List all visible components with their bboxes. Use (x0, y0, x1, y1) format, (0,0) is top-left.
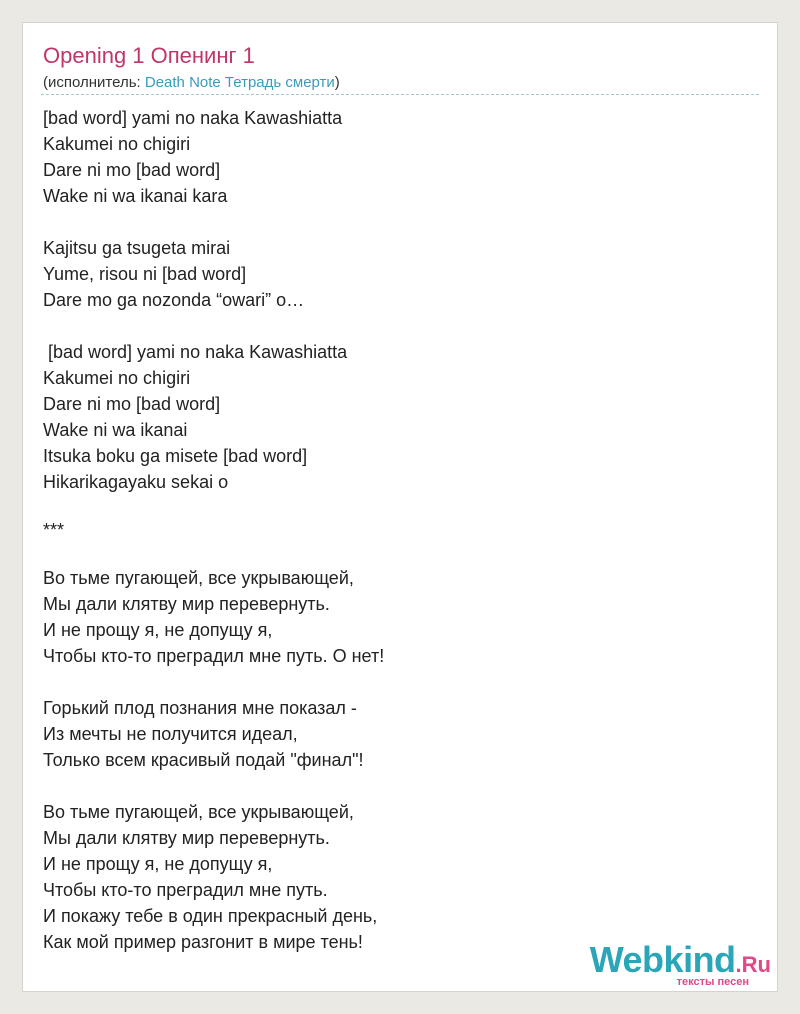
lyric-line: Горький плод познания мне показал - (43, 698, 357, 718)
lyric-line: Только всем красивый подай "финал"! (43, 750, 364, 770)
stanza-gap (43, 495, 384, 517)
lyric-line: Kajitsu ga tsugeta mirai (43, 238, 231, 258)
lyric-line: Wake ni wa ikanai kara (43, 186, 228, 206)
logo-tagline: тексты песен (676, 976, 749, 988)
lyric-line: [bad word] yami no naka Kawashiatta (43, 108, 343, 128)
lyric-line: Dare ni mo [bad word] (43, 160, 221, 180)
lyric-line: Мы дали клятву мир перевернуть. (43, 594, 330, 614)
artist-prefix: (исполнитель: (43, 74, 145, 91)
lyric-line: Itsuka boku ga misete [bad word] (43, 446, 308, 466)
lyrics-body (43, 105, 384, 955)
lyric-line: Yume, risou ni [bad word] (43, 264, 247, 284)
stanza-gap (43, 773, 384, 799)
artist-link[interactable]: Death Note Тетрадь смерти (144, 74, 335, 91)
lyric-line: Из мечты не получится идеал, (43, 724, 298, 744)
lyric-line: [bad word] yami no naka Kawashiatta (43, 342, 348, 362)
lyric-line: Как мой пример разгонит в мире тень! (43, 932, 363, 952)
webkind-logo[interactable] (581, 939, 771, 989)
lyric-line: Dare ni mo [bad word] (43, 394, 221, 414)
lyrics-separator: *** (43, 520, 65, 540)
logo-word: Webkind (589, 939, 736, 980)
lyric-line: Чтобы кто-то преградил мне путь. (43, 880, 328, 900)
lyric-line: Мы дали клятву мир перевернуть. (43, 828, 330, 848)
stanza-gap (43, 209, 384, 235)
lyric-line: И не прощу я, не допущу я, (43, 620, 273, 640)
lyric-line: Dare mo ga nozonda “owari” o… (43, 290, 305, 310)
logo-wordmark (590, 939, 771, 981)
stanza-gap (43, 313, 384, 339)
lyric-line: Hikarikagayaku sekai o (43, 472, 229, 492)
lyric-line: Во тьме пугающей, все укрывающей, (43, 568, 354, 588)
lyric-line: Kakumei no chigiri (43, 134, 191, 154)
title-divider (41, 94, 759, 95)
lyric-line: Чтобы кто-то преградил мне путь. О нет! (43, 646, 385, 666)
logo-tld: .Ru (735, 952, 771, 977)
lyric-line: Во тьме пугающей, все укрывающей, (43, 802, 354, 822)
lyrics-card (22, 22, 778, 992)
song-title: Opening 1 Опенинг 1 (43, 43, 255, 68)
artist-suffix: ) (334, 74, 340, 91)
lyric-line: И покажу тебе в один прекрасный день, (43, 906, 378, 926)
lyric-line: Wake ni wa ikanai (43, 420, 188, 440)
lyric-line: И не прощу я, не допущу я, (43, 854, 273, 874)
lyric-line: Kakumei no chigiri (43, 368, 191, 388)
artist-line (43, 74, 340, 91)
stanza-gap (43, 543, 384, 565)
stanza-gap (43, 669, 384, 695)
